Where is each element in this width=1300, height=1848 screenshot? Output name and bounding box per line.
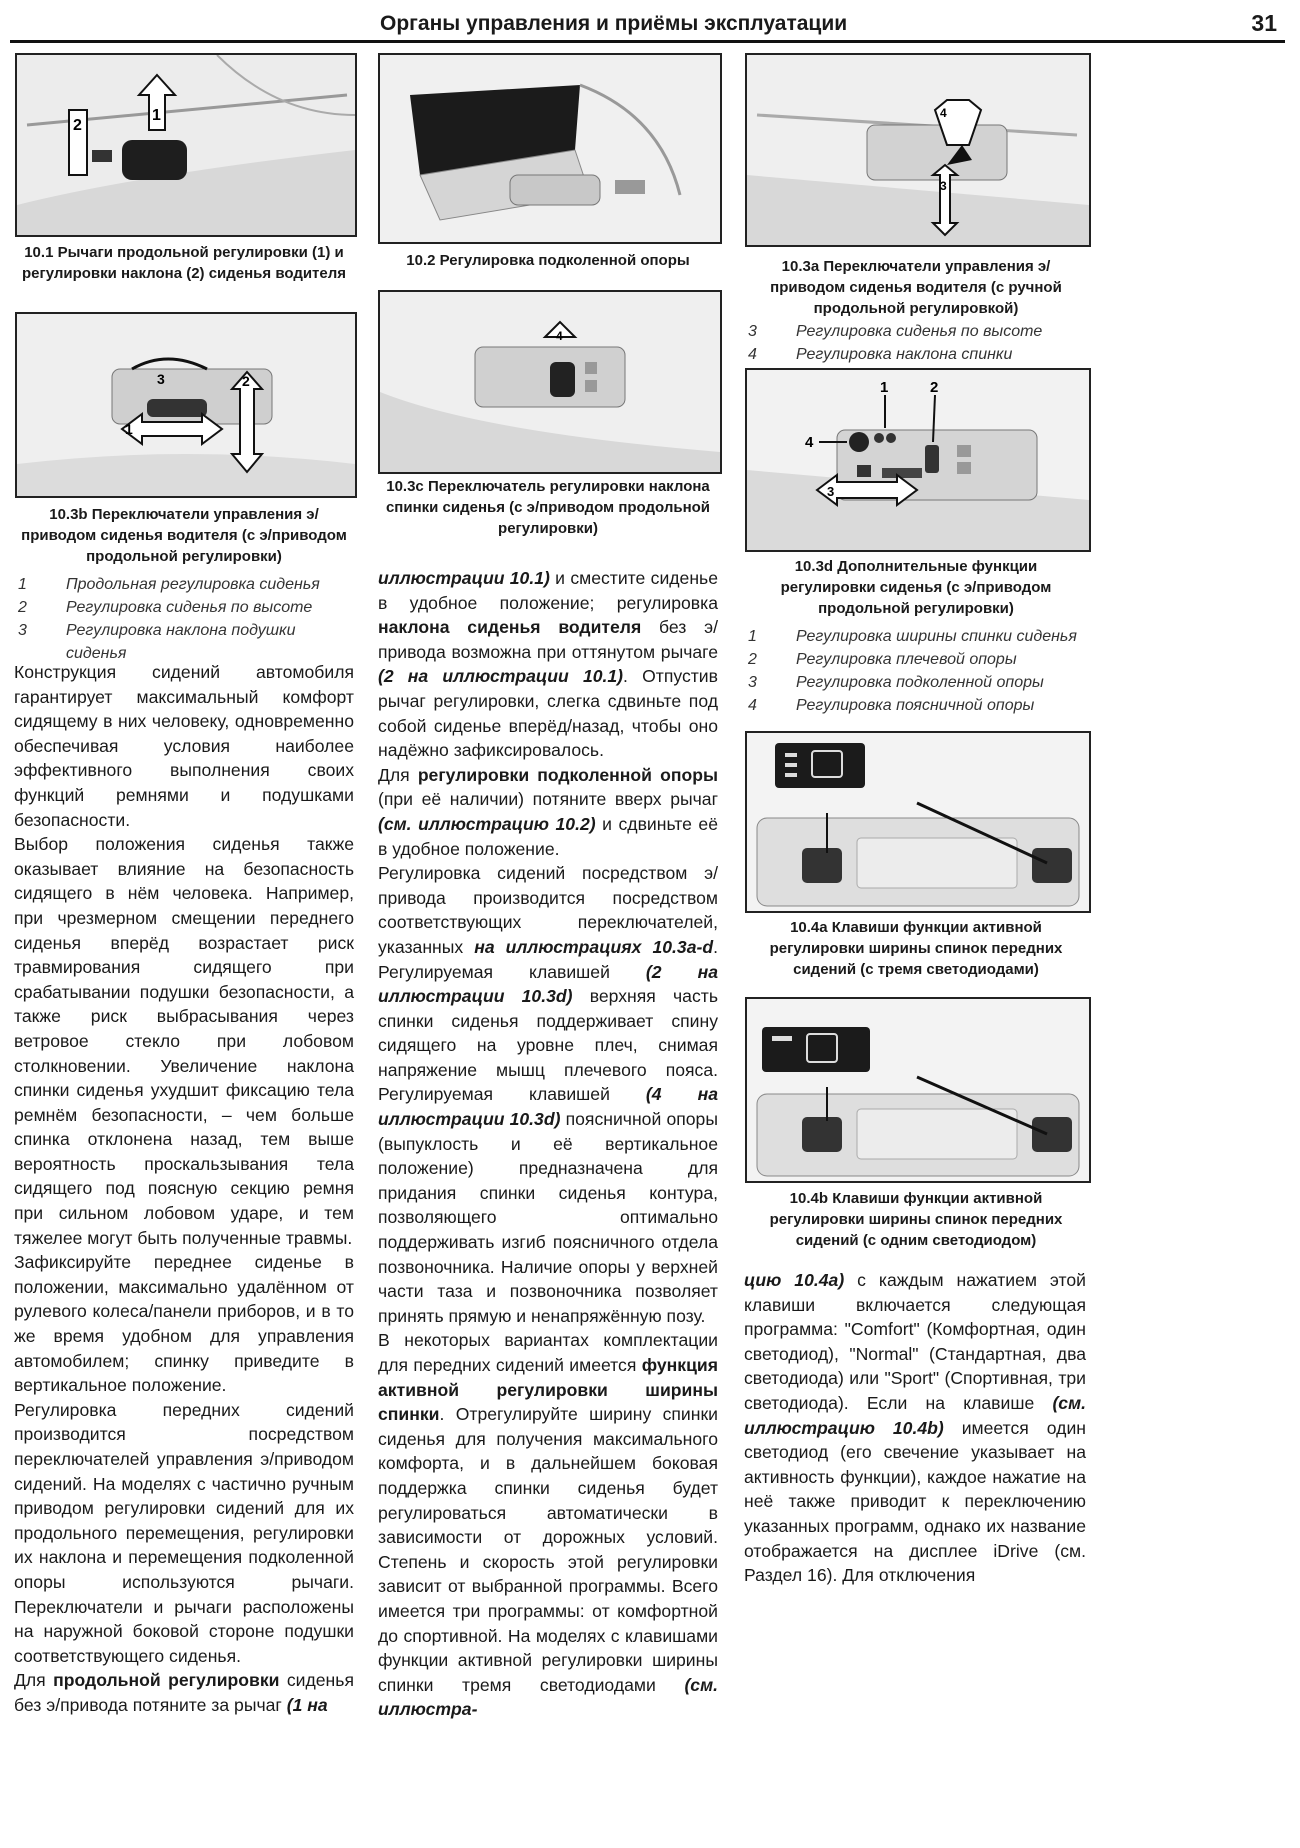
figure-caption: 10.1 Рычаги продольной регулировки (1) и регулировки наклона (2) сиденья водителя (21, 244, 347, 282)
paragraph: иллюстрации 10.1) и сместите сиденье в удобное положение; регулировка наклона сиденья водителя без э/привода возможна при оттянутом рычаге (2 на иллюстрации 10.1). Отпустив рычаг регулировки, слегка сдвиньте под собой сиденье вперёд/назад, чтобы оно надёжно зафиксировалось. (378, 568, 718, 761)
figure-label: 1 (152, 107, 161, 124)
paragraph: цию 10.4a) с каждым нажатием этой клавиши включается следующая программа: "Comfort" (Комфортная, один светодиод), "Normal" (Стандартная, два светодиода) или "Sport" (Спортивная, три светодиода). Если на клавише (см. иллюстрацию 10.4b) имеется один светодиод (его свечение указывает на активность функции), каждое нажатие на неё также приводит к переключению указанных программ, однако их название отображается на дисплее iDrive (см. Раздел 16). Для отключения (744, 1270, 1086, 1586)
figure-caption: 10.3c Переключатель регулировки наклона спинки сиденья (с э/приводом продольной регулировки) (385, 478, 711, 537)
figure-label: 1 (880, 379, 889, 396)
figure-10-3b (15, 312, 357, 498)
figure-label: 3 (940, 179, 947, 193)
legend-item: 1 Регулировка ширины спинки сиденья (748, 628, 1077, 645)
legend-item: 2 Регулировка плечевой опоры (748, 651, 1017, 668)
seat-switch-illustration (17, 314, 355, 496)
additional-functions-illustration (747, 370, 1089, 550)
legend-item: 1 Продольная регулировка сиденья (18, 576, 320, 593)
page-number: 31 (1251, 10, 1277, 36)
paragraph: Регулировка сидений посредством э/привода производится посредством соответствующих переключателей, указанных на иллюстрациях 10.3a-d. Регулируемая клавишей (2 на иллюстрации 10.3d) верхняя часть спинки сиденья поддерживает спину сидящего на уровне плеч, снимая напряжение мышц плечевого пояса. Регулируемая клавишей (4 на иллюстрации 10.3d) поясничной опоры (выпуклость и её вертикальное положение) предназначена для придания спинки сиденья контура, позволяющего оптимально поддерживать изгиб поясничного отдела позвоночника. Наличие опоры у верхней части таза и позвоночника позволяет принять прямую и ненапряжённую позу. (378, 863, 718, 1326)
legend-item: 3 Регулировка наклона подушки сиденья (18, 622, 296, 662)
page-header (10, 6, 1285, 43)
figure-caption: 10.3a Переключатели управления э/приводом сиденья водителя (с ручной продольной регулировкой) (770, 258, 1062, 317)
figure-10-3a (745, 53, 1091, 247)
paragraph: Зафиксируйте переднее сиденье в положении, максимально удалённом от рулевого колеса/панели приборов, и в то же время удобном для управления автомобилем; спинку приведите в вертикальное положение. (14, 1252, 354, 1396)
legend-10-3b (14, 573, 354, 665)
paragraph: В некоторых вариантах комплектации для передних сидений имеется функция активной регулировки ширины спинки. Отрегулируйте ширину спинки сиденья для получения максимального комфорта, и в дальнейшем боковая поддержка спинки сиденья будет регулироваться автоматически в зависимости от дорожных условий. Степень и скорость этой регулировки зависит от выбранной программы. Всего имеется три программы: от комфортной до спортивной. На моделях с клавишами функции активной регулировки ширины спинки тремя светодиодами (см. иллюстра- (378, 1330, 718, 1720)
text-column-3 (744, 1268, 1086, 1588)
figure-caption: 10.3d Дополнительные функции регулировки сиденья (с э/приводом продольной регулировки) (780, 558, 1052, 617)
paragraph: Для регулировки подколенной опоры (при её наличии) потяните вверх рычаг (см. иллюстрацию 10.2) и сдвиньте её в удобное положение. (378, 764, 718, 859)
figure-10-2 (378, 53, 722, 244)
seat-lever-illustration (17, 55, 355, 235)
legend-10-3a (744, 320, 1086, 366)
figure-label: 4 (940, 106, 947, 120)
figure-label: 2 (242, 373, 250, 389)
figure-label: 2 (73, 117, 82, 134)
figure-10-1 (15, 53, 357, 237)
legend-item: 4 Регулировка наклона спинки (748, 346, 1013, 363)
figure-10-4a (745, 731, 1091, 913)
figure-10-3c (378, 290, 722, 474)
figure-caption: 10.2 Регулировка подколенной опоры (406, 252, 690, 269)
width-keys-three-led-illustration (747, 733, 1089, 911)
legend-item: 2 Регулировка сиденья по высоте (18, 599, 313, 616)
figure-label: 4 (556, 329, 563, 343)
manual-seat-switch-illustration (747, 55, 1089, 245)
section-title: Органы управления и приёмы эксплуатации (380, 12, 848, 35)
legend-item: 4 Регулировка поясничной опоры (748, 697, 1035, 714)
figure-caption: 10.4a Клавиши функции активной регулировки ширины спинок передних сидений (с тремя светодиодами) (769, 919, 1063, 978)
figure-label: 3 (157, 371, 165, 387)
knee-support-illustration (380, 55, 720, 242)
figure-label: 1 (125, 421, 133, 437)
paragraph: Для продольной регулировки сиденья без э/привода потяните за рычаг (1 на (14, 1670, 354, 1715)
paragraph: Выбор положения сиденья также оказывает влияние на безопасность сидящего в нём человека. Например, при чрезмерном смещении переднего сиденья вперёд возрастает риск травмирования сидящего при срабатывании подушки безопасности, а также риск выбрасывания через ветровое стекло при лобовом столкновении. Увеличение наклона спинки сиденья ухудшит фиксацию тела ремнём безопасности, – чем больше спинка отклонена назад, тем выше вероятность проскальзывания тела сидящего под поясную секцию ремня при сильном лобовом ударе, и тем тяжелее могут быть полученные травмы. (14, 834, 354, 1248)
figure-caption: 10.4b Клавиши функции активной регулировки ширины спинок передних сидений (с одним светодиодом) (769, 1190, 1063, 1249)
backrest-switch-illustration (380, 292, 720, 472)
figure-caption: 10.3b Переключатели управления э/приводом сиденья водителя (с э/приводом продольной регулировки) (21, 506, 347, 565)
legend-10-3d (744, 625, 1086, 717)
width-keys-one-led-illustration (747, 999, 1089, 1181)
legend-item: 3 Регулировка подколенной опоры (748, 674, 1044, 691)
figure-label: 3 (827, 484, 835, 499)
text-column-1 (14, 660, 354, 1718)
figure-label: 4 (805, 434, 814, 451)
figure-10-3d (745, 368, 1091, 552)
paragraph: Конструкция сидений автомобиля гарантирует максимальный комфорт сидящему в них человеку, одновременно обеспечивая условия наиболее эффективного выполнения своих функций ремнями и подушками безопасности. (14, 662, 354, 830)
text-column-2 (378, 566, 718, 1722)
figure-label: 2 (930, 379, 939, 396)
paragraph: Регулировка передних сидений производится посредством переключателей управления э/приводом сидений. На моделях с частично ручным приводом регулировки сидений для их продольного перемещения, регулировки их наклона и перемещения подколенной опоры используются рычаги. Переключатели и рычаги расположены на наружной боковой стороне подушки соответствующего сиденья. (14, 1399, 354, 1666)
legend-item: 3 Регулировка сиденья по высоте (748, 323, 1043, 340)
figure-10-4b (745, 997, 1091, 1183)
